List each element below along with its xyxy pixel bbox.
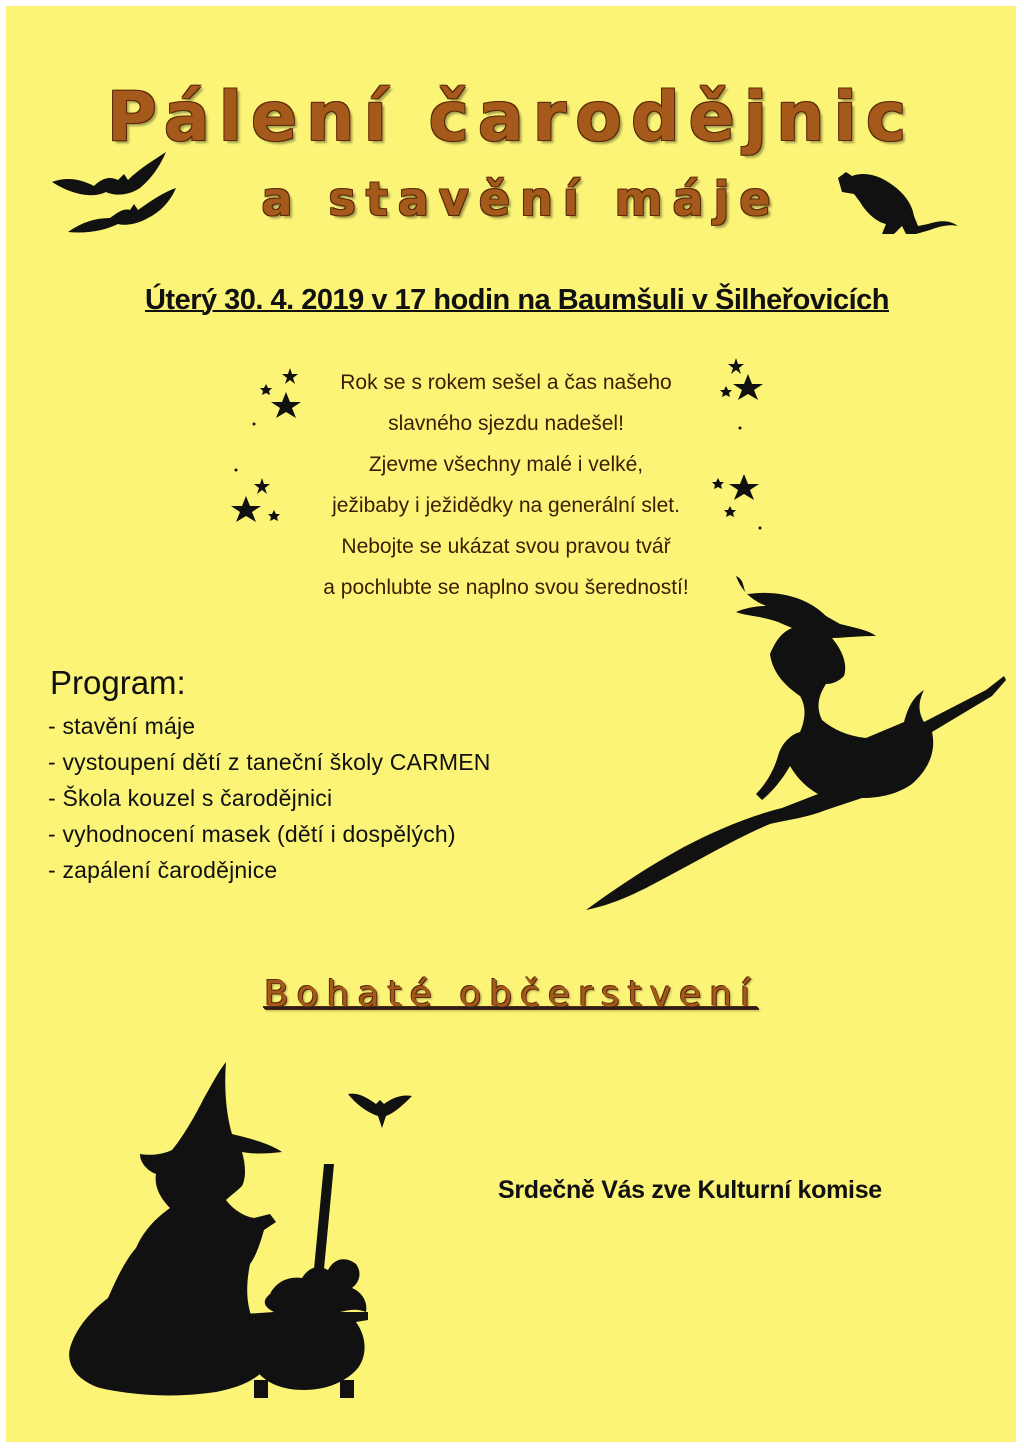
poem-line: Zjevme všechny malé i velké, — [368, 453, 644, 476]
poem-line: Nebojte se ukázat svou pravou tvář — [341, 535, 671, 558]
poem-line: ježibaby i ježidědky na generální slet. — [332, 494, 680, 517]
rat-icon — [832, 164, 972, 244]
date-and-place: Úterý 30. 4. 2019 v 17 hodin na Baumšuli v Šilheřovicích — [144, 284, 890, 316]
flying-witch-icon — [586, 572, 1006, 912]
poster — [6, 6, 1016, 1442]
program-list — [48, 708, 491, 888]
refreshment-heading: Bohaté občerstvení — [263, 974, 759, 1015]
poem-line: slavného sjezdu nadešel! — [388, 412, 624, 435]
program-title: Program: — [50, 664, 186, 701]
bats-icon — [48, 146, 188, 246]
poem-line: a pochlubte se naplno svou šeredností! — [323, 576, 689, 599]
program-item: - vyhodnocení masek (dětí i dospělých) — [48, 821, 456, 847]
invitation-signature: Srdečně Vás zve Kulturní komise — [498, 1176, 882, 1204]
poem-line: Rok se s rokem sešel a čas našeho — [340, 371, 672, 394]
title-line-2: a stavění máje — [261, 172, 781, 226]
title-line-1: Pálení čarodějnic — [106, 78, 916, 157]
program-item: - vystoupení dětí z taneční školy CARMEN — [48, 749, 491, 775]
program-item: - stavění máje — [48, 713, 196, 739]
witch-cauldron-icon — [56, 1058, 396, 1402]
program-item: - zapálení čarodějnice — [48, 857, 278, 883]
program-item: - Škola kouzel s čarodějnici — [48, 785, 333, 811]
